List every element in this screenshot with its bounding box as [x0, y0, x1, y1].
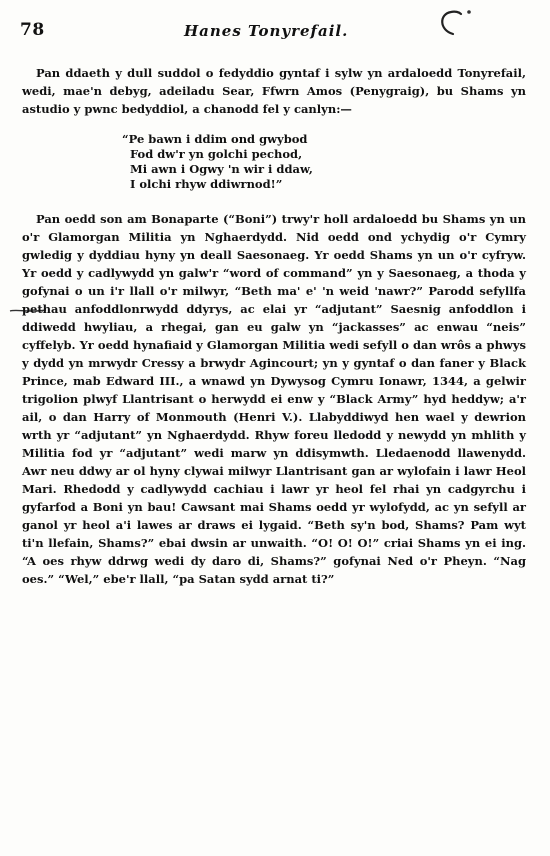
- verse-block: [122, 132, 526, 192]
- page-number: 78: [20, 20, 45, 40]
- verse-line: “Pe bawn i ddim ond gwybod: [122, 132, 308, 146]
- verse-line: Fod dw'r yn golchi pechod,: [130, 147, 303, 161]
- paragraph-2: Pan oedd son am Bonaparte (“Boni”) trwy'r holl ardaloedd bu Shams yn un o'r Glamorgan Militia yn Nghaerdydd. Nid oedd ond ychydig o'r Cymry gwledig y dyddiau hyny yn deall Saesonaeg. Yr oedd Shams yn un o'r cyfryw. Yr oedd y cadlywydd yn galw'r “word of command” yn y Saesonaeg, a thoda y gofynai o un i'r llall o'r milwyr, “Beth ma' e' 'n weid 'nawr?” Parodd sefyllfa pethau anfoddlonrwydd ddyrys, ac elai yr “adjutant” Saesnig anfoddlon i ddiwedd hwyliau, a rhegai, gan eu galw yn “jackasses” ac enwau “neis” cyffelyb. Yr oedd hynafiaid y Glamorgan Militia wedi sefyll o dan wrôs a phwys y dydd yn mrwydr Cressy a brwydr Agincourt; yn y gyntaf o dan faner y Black Prince, mab Edward III., a wnawd yn Dywysog Cymru Ionawr, 1344, a gelwir trigolion plwyf Llantrisant o herwydd ei enw y “Black Army” hyd heddyw; a'r ail, o dan Harry of Monmouth (Henri V.). Llabyddiwyd hen wael y dewrion wrth yr “adjutant” yn Nghaerdydd. Rhyw foreu lledodd y newydd yn mhlith y Militia fod yr “adjutant” wedi marw yn ddisymwth. Lledaenodd llawenydd. Awr neu ddwy ar ol hyny clywai milwyr Llantrisant gan ar wylofain i lawr Heol Mari. Rhedodd y cadlywydd cachiau i lawr yr heol fel rhai yn cadgyrchu i gyfarfod a Boni yn bau! Cawsant mai Shams oedd yr wylofydd, ac yn sefyll ar ganol yr heol a'i lawes ar draws ei lygaid. “Beth sy'n bod, Shams? Pam wyt ti'n llefain, Shams?” ebai dwsin ar unwaith. “O! O! O!” criai Shams yn ei ing. “A oes rhyw ddrwg wedi dy daro di, Shams?” gofynai Ned o'r Pheyn. “Nag oes.” “Wel,” ebe'r llall, “pa Satan sydd arnat ti?”: [22, 212, 526, 586]
- paragraph-1: Pan ddaeth y dull suddol o fedyddio gyntaf i sylw yn ardaloedd Tonyrefail, wedi, mae'n debyg, adeiladu Sear, Ffwrn Amos (Penygraig), bu Shams yn astudio y pwnc bedyddiol, a chanodd fel y canlyn:—: [22, 66, 526, 116]
- corner-scribble-mark: [425, 4, 485, 40]
- page-body: [22, 64, 526, 588]
- verse-line: Mi awn i Ogwy 'n wir i ddaw,: [130, 162, 313, 176]
- running-title: Hanes Tonyrefail.: [184, 22, 349, 40]
- verse-line: I olchi rhyw ddiwrnod!”: [130, 177, 283, 191]
